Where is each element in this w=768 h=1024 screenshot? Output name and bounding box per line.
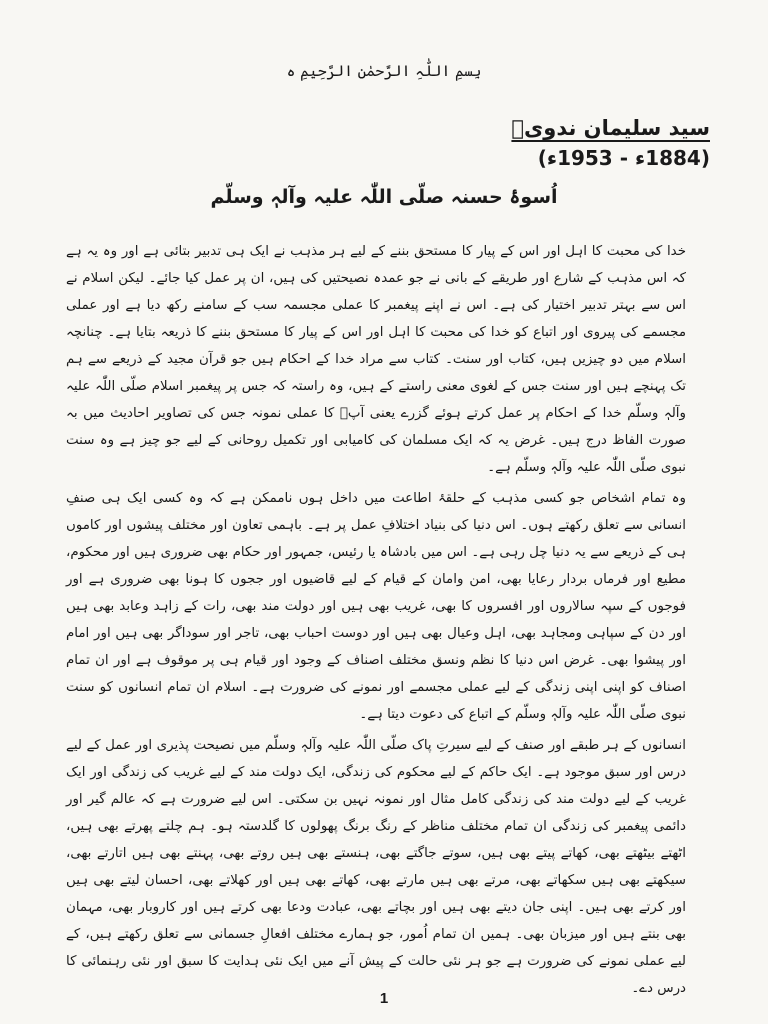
paragraph-1: خدا کی محبت کا اہل اور اس کے پیار کا مستحق بننے کے لیے ہر مذہب نے ایک ہی تدبیر بتائی ہے اور وہ یہ ہے کہ اس مذہب کے شارع اور طریقے کے بانی نے جو عمدہ نصیحتیں کی ہیں، ان پر عمل کیا جائے۔ لیکن اسلام نے اس سے بہتر تدبیر اختیار کی ہے۔ اس نے اپنے پیغمبر کا عملی مجسمہ سب کے سامنے رکھ دیا ہے اور عملی مجسمے کی پیروی اور اتباع کو خدا کی محبت کا اہل اور اس کے پیار کا مستحق بننے کا ذریعہ بتایا ہے۔ چنانچہ اسلام میں دو چیزیں ہیں، کتاب اور سنت۔ کتاب سے مراد خدا کے احکام ہیں جو قرآن مجید کے ذریعے سے ہم تک پہنچے ہیں اور سنت جس کے لغوی معنی راستے کے ہیں، وہ راستہ کہ جس پر پیغمبر اسلام صلّی اللّٰہ علیہ وآلہٖ وسلّم خدا کے احکام پر عمل کرتے ہوئے گزرے یعنی آپؐ کا عملی نمونہ جس کی تصاویر احادیث میں بہ صورت الفاظ درج ہیں۔ غرض یہ کہ ایک مسلمان کی کامیابی اور تکمیل روحانی کے لیے جو چیز ہے وہ سنت نبوی صلّی اللّٰہ علیہ وآلہٖ وسلّم ہے۔: [66, 244, 686, 475]
page-number: 1: [379, 990, 389, 1007]
article-title: اُسوۂ حسنہ صلّی اللّٰہ علیہ وآلہٖ وسلّم: [210, 186, 558, 208]
article-body: [66, 238, 686, 1006]
bismillah-heading: بِسمِ اللّٰہِ الرَّحمٰنِ الرَّحِیمِ ہ: [286, 62, 482, 80]
author-years: (1884ء - 1953ء): [537, 146, 710, 170]
paragraph-3: انسانوں کے ہر طبقے اور صنف کے لیے سیرتِ پاک صلّی اللّٰہ علیہ وآلہٖ وسلّم میں نصیحت پذیری اور عمل کے لیے درس اور سبق موجود ہے۔ ایک حاکم کے لیے محکوم کی زندگی، ایک دولت مند کے لیے غریب کی زندگی اور ایک غریب کے لیے دولت مند کی زندگی کامل مثال اور نمونہ نہیں بن سکتی۔ اس لیے ضرورت ہے کہ عالم گیر اور دائمی پیغمبر کی زندگی ان تمام مختلف مناظر کے رنگ برنگ پھولوں کا گلدستہ ہو۔ ہم چلتے پھرتے بھی ہیں، اٹھتے بیٹھتے بھی، کھاتے پیتے بھی ہیں، سوتے جاگتے بھی، ہنستے بھی ہیں روتے بھی، پہنتے بھی ہیں اتارتے بھی، سیکھتے بھی ہیں سکھاتے بھی، مرتے بھی ہیں مارتے بھی، کھاتے بھی ہیں اور کھلاتے بھی، احسان لیتے بھی ہیں اور کرتے بھی ہیں۔ اپنی جان دیتے بھی ہیں اور بچاتے بھی، عبادت ودعا بھی کرتے ہیں اور کاروبار بھی، مہمان بھی بنتے ہیں اور میزبان بھی۔ ہمیں ان تمام اُمور، جو ہمارے مختلف افعالِ جسمانی سے تعلق رکھتے ہیں، کے لیے عملی نمونے کی ضرورت ہے جو ہر نئی حالت کے پیش آنے میں ایک نئی ہدایت کا سبق اور نئی رہنمائی کا درس دے۔: [66, 738, 686, 996]
author-name: سید سلیمان ندویؒ: [511, 116, 710, 140]
paragraph-2: وہ تمام اشخاص جو کسی مذہب کے حلقۂ اطاعت میں داخل ہوں ناممکن ہے کہ وہ کسی ایک ہی صنفِ انسانی سے تعلق رکھتے ہوں۔ اس دنیا کی بنیاد اختلافِ عمل پر ہے۔ باہمی تعاون اور مختلف پیشوں اور کاموں ہی کے ذریعے سے یہ دنیا چل رہی ہے۔ اس میں بادشاہ یا رئیس، جمہور اور حکام بھی ضروری ہیں اور محکوم، مطیع اور فرماں بردار رعایا بھی، امن وامان کے قیام کے لیے قاضیوں اور ججوں کا ہونا بھی ضروری ہے اور فوجوں کے سپہ سالاروں اور افسروں کا بھی، غریب بھی ہیں اور دولت مند بھی، رات کے زاہد وعابد بھی ہیں اور دن کے سپاہی ومجاہد بھی، اہل وعیال بھی ہیں اور دوست احباب بھی، تاجر اور سوداگر بھی ہیں اور امام اور پیشوا بھی۔ غرض اس دنیا کا نظم ونسق مختلف اصناف کے وجود اور قیام ہی پر موقوف ہے اور ان تمام اصناف کو اپنی اپنی زندگی کے لیے عملی مجسمے اور نمونے کی ضرورت ہے۔ اسلام ان تمام انسانوں کو سنت نبوی صلّی اللّٰہ علیہ وآلہٖ وسلّم کے اتباع کی دعوت دیتا ہے۔: [66, 491, 686, 722]
